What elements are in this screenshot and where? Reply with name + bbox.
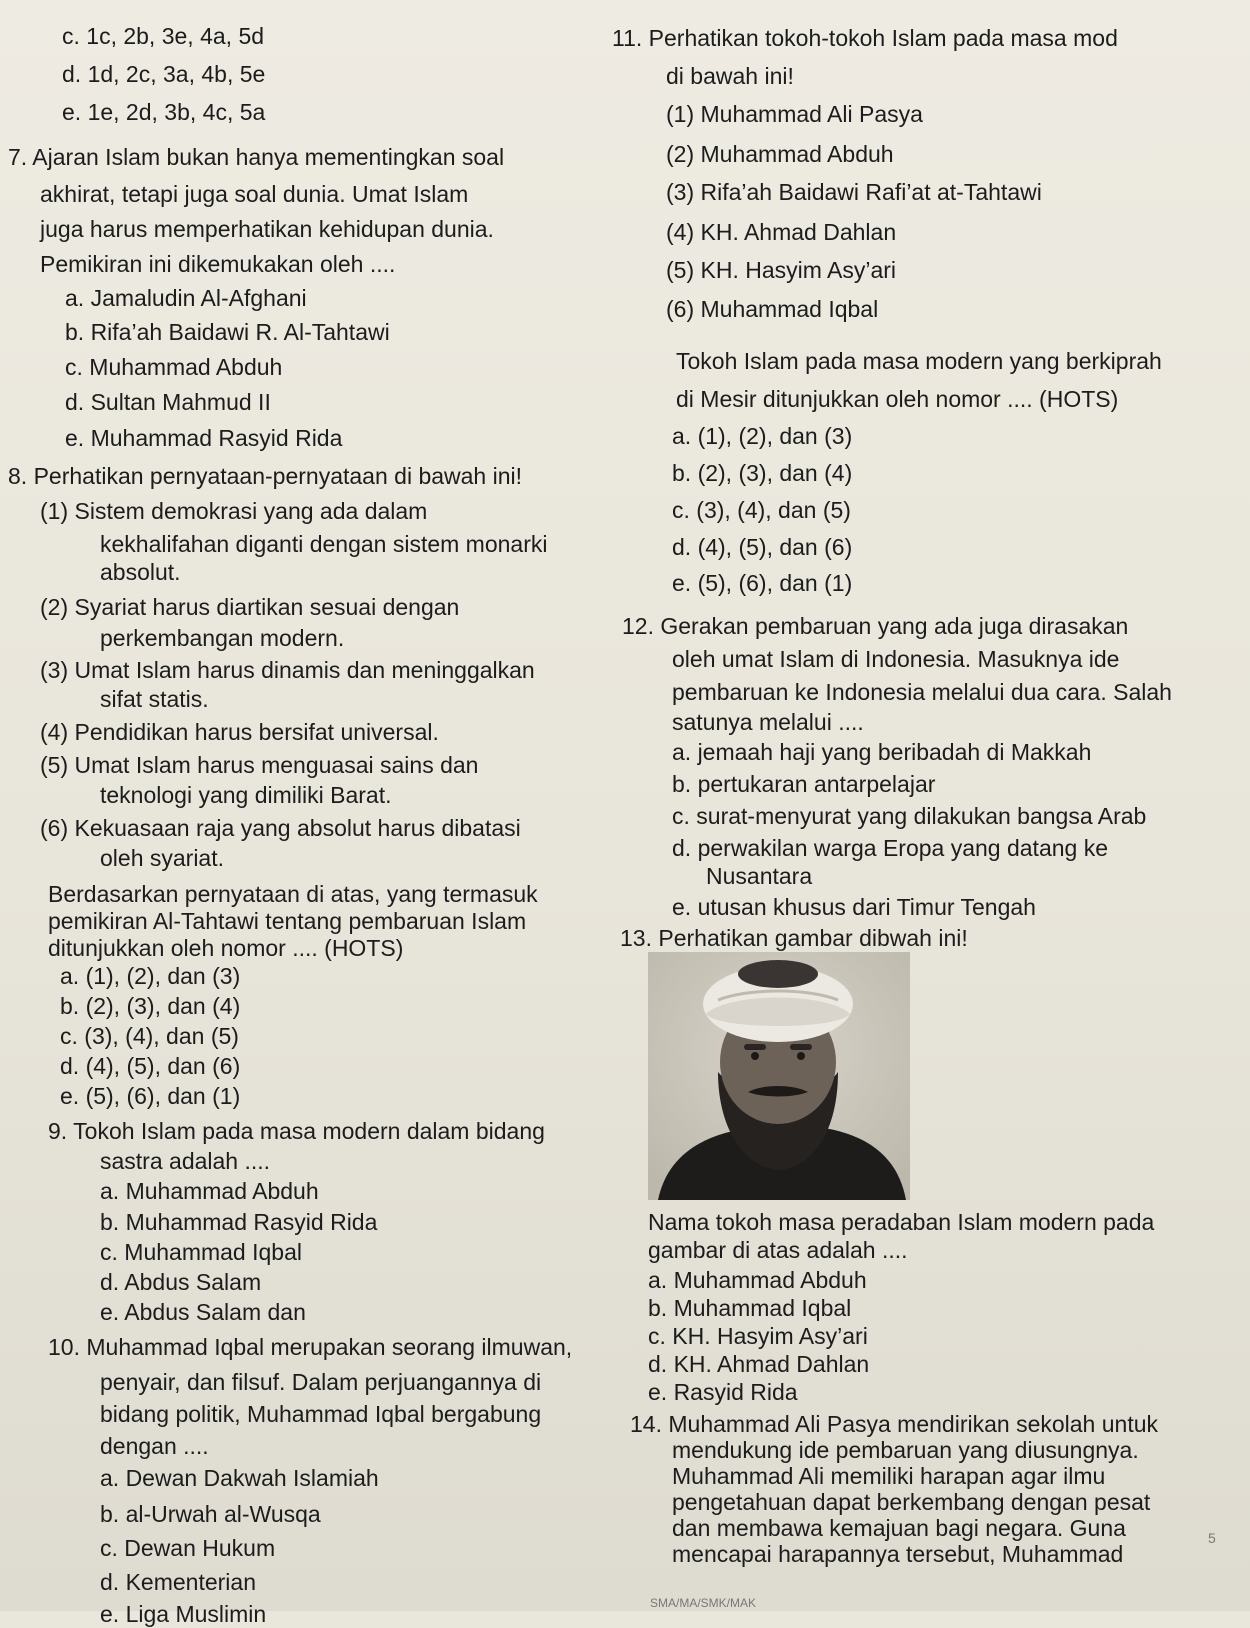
left-line: 10. Muhammad Iqbal merupakan seorang ilmuwan, (48, 1334, 573, 1360)
right-line: b. pertukaran antarpelajar (672, 771, 936, 797)
left-line: akhirat, tetapi juga soal dunia. Umat Islam (40, 181, 469, 207)
left-line: c. 1c, 2b, 3e, 4a, 5d (62, 23, 265, 49)
right-line: Tokoh Islam pada masa modern yang berkiprah (676, 348, 1162, 374)
right-line: mendukung ide pembaruan yang diusungnya. (672, 1437, 1139, 1463)
right-line: a. (1), (2), dan (3) (672, 423, 853, 449)
left-line: e. (5), (6), dan (1) (60, 1083, 241, 1109)
right-line: e. (5), (6), dan (1) (672, 570, 853, 596)
left-line: oleh syariat. (100, 845, 225, 871)
right-line: Muhammad Ali memiliki harapan agar ilmu (672, 1463, 1106, 1489)
left-line: a. (1), (2), dan (3) (60, 963, 241, 989)
right-line: (4) KH. Ahmad Dahlan (666, 219, 897, 245)
right-line: a. Muhammad Abduh (648, 1267, 867, 1293)
left-line: (3) Umat Islam harus dinamis dan meninggalkan (40, 657, 535, 683)
left-line: sastra adalah .... (100, 1148, 271, 1174)
right-line: b. Muhammad Iqbal (648, 1295, 852, 1321)
portrait-photo (648, 952, 910, 1200)
left-line: b. Rifa’ah Baidawi R. Al-Tahtawi (65, 319, 390, 345)
left-line: d. (4), (5), dan (6) (60, 1053, 241, 1079)
left-line: c. (3), (4), dan (5) (60, 1023, 239, 1049)
left-line: dengan .... (100, 1433, 209, 1459)
right-line: d. perwakilan warga Eropa yang datang ke (672, 835, 1109, 861)
left-line: (2) Syariat harus diartikan sesuai dengan (40, 594, 460, 620)
left-line: sifat statis. (100, 686, 209, 712)
right-line: Nusantara (706, 863, 813, 889)
right-line: d. KH. Ahmad Dahlan (648, 1351, 870, 1377)
left-line: (4) Pendidikan harus bersifat universal. (40, 719, 439, 745)
footer-page-number: 5 (1208, 1530, 1216, 1546)
left-line: kekhalifahan diganti dengan sistem monarki (100, 531, 548, 557)
left-line: Berdasarkan pernyataan di atas, yang termasuk (48, 881, 538, 907)
left-line: d. Abdus Salam (100, 1269, 262, 1295)
left-line: c. Muhammad Abduh (65, 354, 283, 380)
left-line: juga harus memperhatikan kehidupan dunia. (40, 216, 494, 242)
left-line: e. Liga Muslimin (100, 1601, 267, 1627)
right-line: (1) Muhammad Ali Pasya (666, 101, 923, 127)
right-line: 12. Gerakan pembaruan yang ada juga dirasakan (622, 613, 1129, 639)
left-line: 8. Perhatikan pernyataan-pernyataan di bawah ini! (8, 463, 523, 489)
left-line: 9. Tokoh Islam pada masa modern dalam bidang (48, 1118, 545, 1144)
right-line: (6) Muhammad Iqbal (666, 296, 879, 322)
left-line: (6) Kekuasaan raja yang absolut harus dibatasi (40, 815, 521, 841)
left-line: (1) Sistem demokrasi yang ada dalam (40, 498, 428, 524)
right-line: a. jemaah haji yang beribadah di Makkah (672, 739, 1092, 765)
right-line: c. (3), (4), dan (5) (672, 497, 851, 523)
left-line: c. Muhammad Iqbal (100, 1239, 302, 1265)
left-line: d. 1d, 2c, 3a, 4b, 5e (62, 61, 266, 87)
left-line: e. 1e, 2d, 3b, 4c, 5a (62, 99, 266, 125)
left-line: pemikiran Al-Tahtawi tentang pembaruan Islam (48, 908, 527, 934)
left-line: b. Muhammad Rasyid Rida (100, 1209, 378, 1235)
left-line: perkembangan modern. (100, 625, 345, 651)
left-line: c. Dewan Hukum (100, 1535, 276, 1561)
left-line: b. (2), (3), dan (4) (60, 993, 241, 1019)
right-line: di bawah ini! (666, 63, 794, 89)
left-line: 7. Ajaran Islam bukan hanya mementingkan soal (8, 144, 505, 170)
left-line: (5) Umat Islam harus menguasai sains dan (40, 752, 479, 778)
right-line: b. (2), (3), dan (4) (672, 460, 853, 486)
right-line: oleh umat Islam di Indonesia. Masuknya ide (672, 646, 1120, 672)
left-line: penyair, dan filsuf. Dalam perjuangannya di (100, 1369, 542, 1395)
right-line: Nama tokoh masa peradaban Islam modern pada (648, 1209, 1155, 1235)
right-line: 14. Muhammad Ali Pasya mendirikan sekolah untuk (630, 1411, 1159, 1437)
right-line: pengetahuan dapat berkembang dengan pesat (672, 1489, 1151, 1515)
left-line: absolut. (100, 559, 181, 585)
right-line: 13. Perhatikan gambar dibwah ini! (620, 925, 968, 951)
left-line: e. Muhammad Rasyid Rida (65, 425, 343, 451)
left-line: ditunjukkan oleh nomor .... (HOTS) (48, 935, 404, 961)
right-line: e. utusan khusus dari Timur Tengah (672, 894, 1036, 920)
right-line: (5) KH. Hasyim Asy’ari (666, 257, 897, 283)
left-line: bidang politik, Muhammad Iqbal bergabung (100, 1401, 542, 1427)
right-line: c. KH. Hasyim Asy’ari (648, 1323, 868, 1349)
left-line: a. Dewan Dakwah Islamiah (100, 1465, 379, 1491)
right-line: pembaruan ke Indonesia melalui dua cara. Salah (672, 679, 1172, 705)
right-line: satunya melalui .... (672, 709, 864, 735)
left-line: e. Abdus Salam dan (100, 1299, 306, 1325)
footer-series: SMA/MA/SMK/MAK (650, 1596, 757, 1610)
right-line: d. (4), (5), dan (6) (672, 534, 853, 560)
portrait-illustration (648, 952, 910, 1200)
right-line: di Mesir ditunjukkan oleh nomor .... (HOTS) (676, 386, 1119, 412)
left-line: d. Kementerian (100, 1569, 256, 1595)
right-line: 11. Perhatikan tokoh-tokoh Islam pada masa mod (612, 25, 1118, 51)
right-line: gambar di atas adalah .... (648, 1237, 908, 1263)
right-line: mencapai harapannya tersebut, Muhammad (672, 1541, 1124, 1567)
left-line: a. Jamaludin Al-Afghani (65, 285, 307, 311)
left-line: d. Sultan Mahmud II (65, 389, 271, 415)
left-line: Pemikiran ini dikemukakan oleh .... (40, 251, 396, 277)
left-line: a. Muhammad Abduh (100, 1178, 319, 1204)
left-line: teknologi yang dimiliki Barat. (100, 782, 392, 808)
right-line: (3) Rifa’ah Baidawi Rafi’at at-Tahtawi (666, 179, 1042, 205)
right-line: dan membawa kemajuan bagi negara. Guna (672, 1515, 1126, 1541)
left-line: b. al-Urwah al-Wusqa (100, 1501, 321, 1527)
right-line: e. Rasyid Rida (648, 1379, 798, 1405)
right-line: c. surat-menyurat yang dilakukan bangsa Arab (672, 803, 1147, 829)
right-line: (2) Muhammad Abduh (666, 141, 894, 167)
